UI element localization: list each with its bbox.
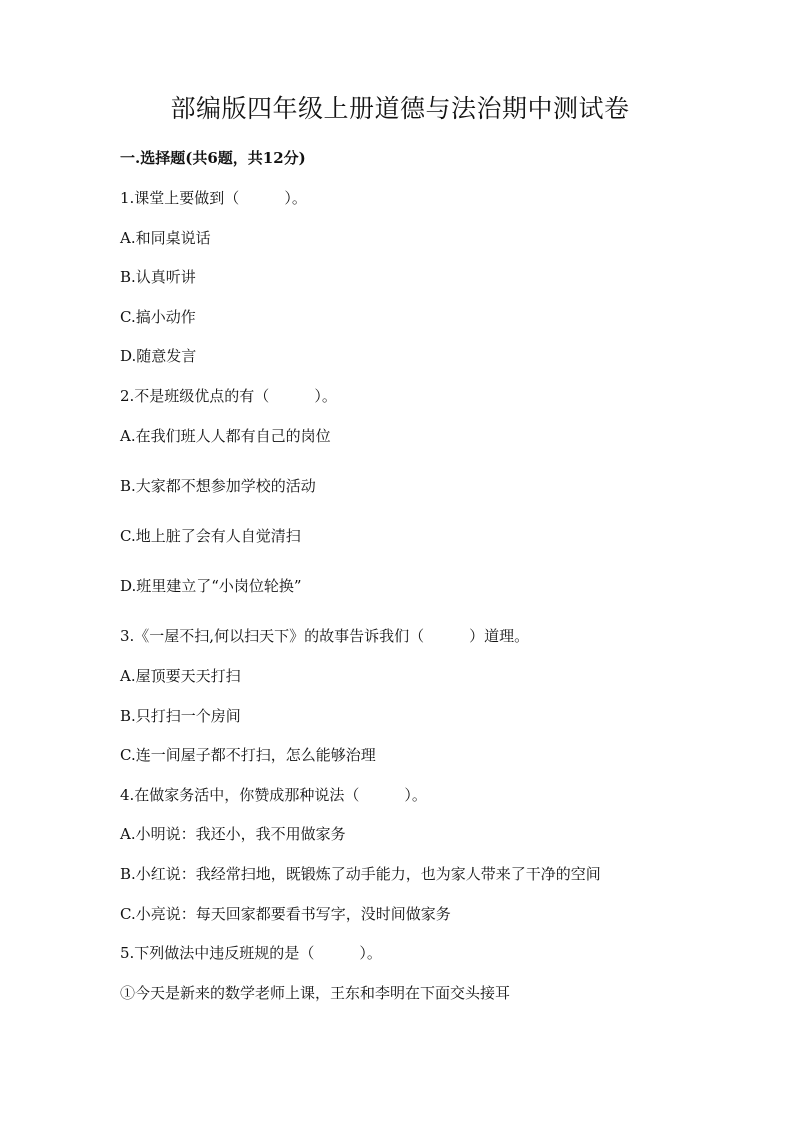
question-3-option-b: B.只打扫一个房间 [120, 707, 241, 725]
question-1-option-c: C.搞小动作 [120, 308, 196, 326]
question-5-option-1: ①今天是新来的数学老师上课，王东和李明在下面交头接耳 [120, 984, 511, 1002]
question-4-option-a: A.小明说：我还小，我不用做家务 [120, 825, 346, 843]
question-1-option-a: A.和同桌说话 [120, 229, 211, 247]
question-3-option-a: A.屋顶要天天打扫 [120, 667, 241, 685]
question-2-option-b: B.大家都不想参加学校的活动 [120, 477, 316, 495]
question-4-stem: 4.在做家务活中，你赞成那种说法（ ）。 [120, 786, 427, 804]
question-1-stem: 1.课堂上要做到（ ）。 [120, 189, 307, 207]
page-title: 部编版四年级上册道德与法治期中测试卷 [170, 94, 630, 123]
question-4-option-b: B.小红说：我经常扫地，既锻炼了动手能力，也为家人带来了干净的空间 [120, 865, 601, 883]
question-2-option-c: C.地上脏了会有人自觉清扫 [120, 527, 301, 545]
question-2-stem: 2.不是班级优点的有（ ）。 [120, 387, 337, 405]
question-3-option-c: C.连一间屋子都不打扫，怎么能够治理 [120, 746, 376, 764]
question-2-option-a: A.在我们班人人都有自己的岗位 [120, 427, 331, 445]
question-1-option-d: D.随意发言 [120, 347, 197, 365]
section-heading: 一.选择题(共6题，共12分) [120, 149, 306, 167]
question-1-option-b: B.认真听讲 [120, 268, 196, 286]
question-5-stem: 5.下列做法中违反班规的是（ ）。 [120, 944, 382, 962]
question-2-option-d: D.班里建立了“小岗位轮换” [120, 577, 302, 595]
question-3-stem: 3.《一屋不扫,何以扫天下》的故事告诉我们（ ）道理。 [120, 627, 530, 645]
question-4-option-c: C.小亮说：每天回家都要看书写字，没时间做家务 [120, 905, 451, 923]
